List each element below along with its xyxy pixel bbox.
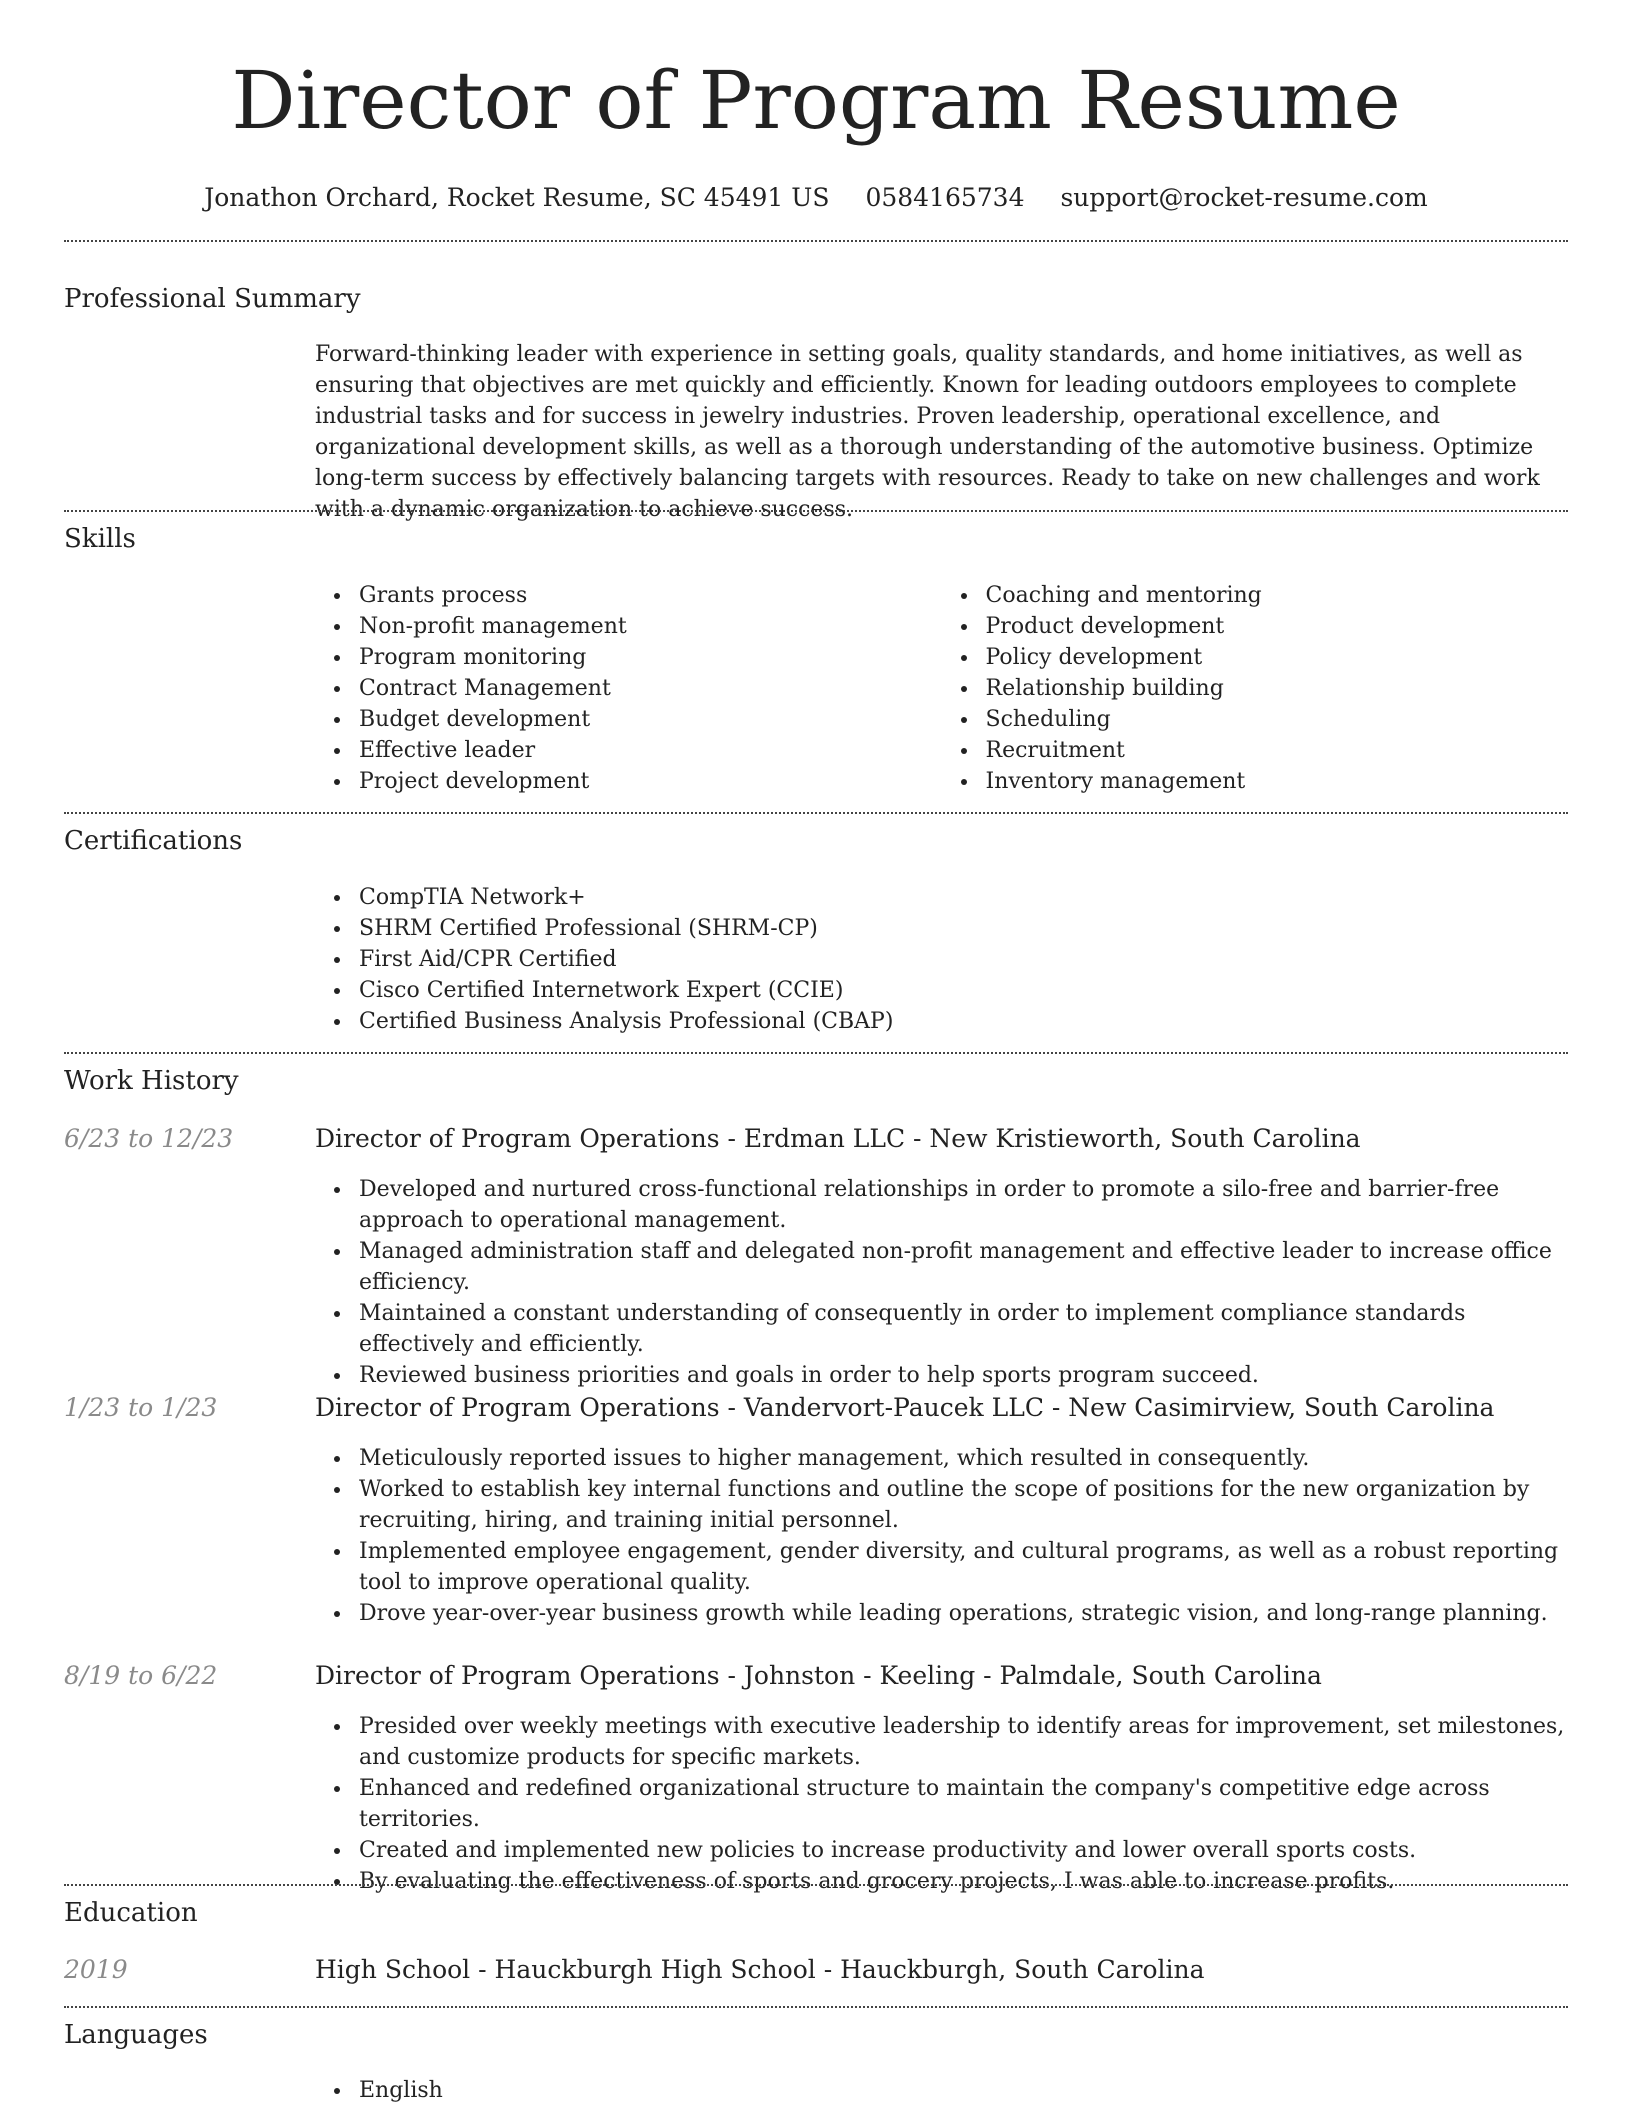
skill-item: Recruitment <box>986 735 1569 766</box>
section-divider <box>64 510 1568 512</box>
skill-item: Contract Management <box>359 673 942 704</box>
contact-phone: 0584165734 <box>865 183 1025 212</box>
job-bullet: Reviewed business priorities and goals in order to help sports program succeed. <box>359 1360 1568 1391</box>
education-title: High School - Hauckburgh High School - Hauckburgh, South Carolina <box>315 1955 1205 1984</box>
section-divider <box>64 812 1568 814</box>
education-entry <box>64 1954 1568 1986</box>
job-header <box>64 1123 1568 1155</box>
job-bullet: Managed administration staff and delegated non-profit management and effective leader to increase office efficiency. <box>359 1236 1568 1298</box>
summary-heading: Professional Summary <box>64 284 361 314</box>
certifications-heading: Certifications <box>64 826 243 856</box>
section-divider <box>64 1884 1568 1886</box>
summary-text: Forward-thinking leader with experience in setting goals, quality standards, and home initiatives, as well as ensuring that objectives are met quickly and efficiently. Known for leading outdoors employees to complete industrial tasks and for success in jewelry industries. Proven leadership, operational excellence, and organizational development skills, as well as a thorough understanding of the automotive business. Optimize long-term success by effectively balancing targets with resources. Ready to take on new challenges and work with a dynamic organization to achieve success. <box>315 342 1540 522</box>
job-bullet: Presided over weekly meetings with executive leadership to identify areas for improvement, set milestones, and customize products for specific markets. <box>359 1711 1568 1773</box>
job-bullets <box>315 1443 1568 1629</box>
job-bullet: Enhanced and redefined organizational structure to maintain the company's competitive edge across territories. <box>359 1773 1568 1835</box>
certification-item: Cisco Certified Internetwork Expert (CCIE) <box>359 975 1568 1006</box>
skill-item: Inventory management <box>986 766 1569 797</box>
certification-item: CompTIA Network+ <box>359 882 1568 913</box>
job-bullets <box>315 1711 1568 1897</box>
skill-item: Effective leader <box>359 735 942 766</box>
skills-column-right <box>942 580 1569 797</box>
education-year: 2019 <box>64 1955 128 1984</box>
skill-item: Project development <box>359 766 942 797</box>
skill-item: Scheduling <box>986 704 1569 735</box>
job-bullets <box>315 1174 1568 1391</box>
resume-title: Director of Program Resume <box>231 54 1401 147</box>
section-divider <box>64 240 1568 242</box>
skill-item: Product development <box>986 611 1569 642</box>
job-dates: 1/23 to 1/23 <box>64 1393 218 1422</box>
job-bullet: Developed and nurtured cross-functional relationships in order to promote a silo-free and barrier-free approach to operational management. <box>359 1174 1568 1236</box>
skill-item: Relationship building <box>986 673 1569 704</box>
section-divider <box>64 1052 1568 1054</box>
job-bullet: Drove year-over-year business growth while leading operations, strategic vision, and long-range planning. <box>359 1598 1568 1629</box>
job-bullet: Maintained a constant understanding of consequently in order to implement compliance standards effectively and efficiently. <box>359 1298 1568 1360</box>
certification-item: Certified Business Analysis Professional (CBAP) <box>359 1006 1568 1037</box>
education-heading: Education <box>64 1898 198 1928</box>
contact-address: Jonathon Orchard, Rocket Resume, SC 45491 US <box>204 183 830 212</box>
contact-line <box>64 182 1568 214</box>
language-item: English <box>359 2075 1568 2106</box>
job-bullet: Created and implemented new policies to increase productivity and lower overall sports costs. <box>359 1835 1568 1866</box>
skill-item: Grants process <box>359 580 942 611</box>
skill-item: Non-profit management <box>359 611 942 642</box>
skills-heading: Skills <box>64 524 136 554</box>
job-bullet: Meticulously reported issues to higher management, which resulted in consequently. <box>359 1443 1568 1474</box>
job-dates: 8/19 to 6/22 <box>64 1661 218 1690</box>
skill-item: Coaching and mentoring <box>986 580 1569 611</box>
job-title: Director of Program Operations - Erdman LLC - New Kristieworth, South Carolina <box>315 1124 1361 1153</box>
work-history-heading: Work History <box>64 1066 239 1096</box>
certification-item: SHRM Certified Professional (SHRM-CP) <box>359 913 1568 944</box>
job-bullet: Worked to establish key internal functions and outline the scope of positions for the new organization by recruiting, hiring, and training initial personnel. <box>359 1474 1568 1536</box>
skills-list <box>315 580 1568 797</box>
skill-item: Program monitoring <box>359 642 942 673</box>
certification-item: First Aid/CPR Certified <box>359 944 1568 975</box>
job-header <box>64 1660 1568 1692</box>
job-title: Director of Program Operations - Johnston - Keeling - Palmdale, South Carolina <box>315 1661 1322 1690</box>
job-bullet: Implemented employee engagement, gender diversity, and cultural programs, as well as a robust reporting tool to improve operational quality. <box>359 1536 1568 1598</box>
contact-email: support@rocket-resume.com <box>1060 183 1428 212</box>
job-bullet: By evaluating the effectiveness of sports and grocery projects, I was able to increase profits. <box>359 1866 1568 1897</box>
job-title: Director of Program Operations - Vandervort-Paucek LLC - New Casimirview, South Carolina <box>315 1393 1495 1422</box>
skill-item: Budget development <box>359 704 942 735</box>
section-divider <box>64 2006 1568 2008</box>
languages-heading: Languages <box>64 2020 208 2050</box>
skill-item: Policy development <box>986 642 1569 673</box>
job-dates: 6/23 to 12/23 <box>64 1124 234 1153</box>
skills-column-left <box>315 580 942 797</box>
languages-list <box>315 2075 1568 2106</box>
job-header <box>64 1392 1568 1424</box>
certifications-list <box>315 882 1568 1037</box>
